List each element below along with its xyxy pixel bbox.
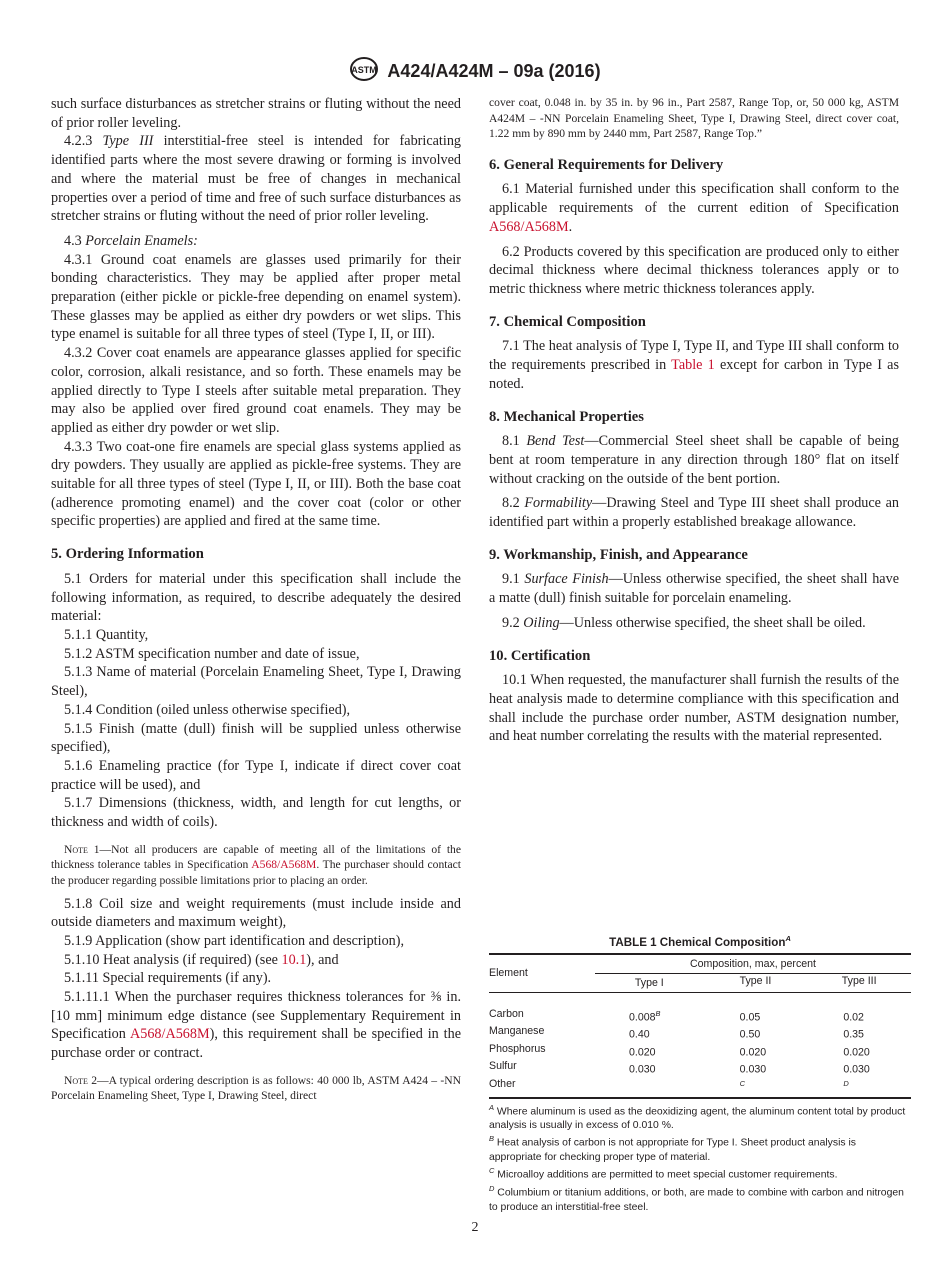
section-heading [489, 647, 899, 666]
footnote [489, 1101, 911, 1133]
paragraph [51, 951, 461, 970]
footnote-mark: B [655, 1008, 661, 1018]
footnote-mark: D [489, 1184, 495, 1194]
value-cell [807, 1059, 911, 1077]
italic-term: Formability [524, 495, 593, 512]
value: 0.020 [739, 1046, 767, 1059]
footnote-mark: C [489, 1166, 495, 1176]
value-cell [595, 1024, 704, 1042]
text-run: —Commercial Steel sheet shall be capable of being bent at room temperature in any direction through 180° flat on itself without cracking on the outside of the bent portion. [489, 433, 900, 487]
table-footnotes [489, 1097, 911, 1215]
paragraph [489, 432, 899, 488]
paragraph [489, 180, 899, 236]
page-number: 2 [471, 1220, 479, 1235]
paragraph [51, 895, 461, 932]
text-run: 6.1 Material furnished under this specification shall conform to the applicable requirements of the current edition of Specification [489, 181, 899, 217]
text-run: 5.1.8 Coil size and weight requirements (must include inside and outside diameters and maximum weight), [51, 895, 461, 931]
text-run: 5.1.11 Special requirements (if any). [64, 970, 272, 987]
paragraph [51, 988, 461, 1063]
text-run: 5.1.5 Finish (matte (dull) finish will be supplied unless otherwise specified), [51, 720, 461, 756]
paragraph [51, 969, 461, 988]
paragraph [489, 243, 899, 299]
text-run: 5.1.7 Dimensions (thickness, width, and length for cut lengths, or thickness and width of coils). [51, 795, 461, 831]
value: 0.05 [739, 1011, 761, 1024]
italic-term: Type III [102, 133, 154, 150]
text-run: 5.1.11.1 When the purchaser requires thickness tolerances for ⅜ in. [10 mm] minimum edge distance (see Supplementary Requirement in Specification [51, 989, 461, 1043]
text-run: 5.1.6 Enameling practice (for Type I, indicate if direct cover coat practice will be used), and [51, 757, 461, 793]
text-run: 5.1.3 Name of material (Porcelain Enameling Sheet, Type I, Drawing Steel), [51, 664, 461, 700]
value: 0.030 [739, 1063, 767, 1076]
text-run: ), this requirement shall be specified in the purchase order or contract. [51, 1026, 461, 1062]
italic-term: Bend Test [526, 433, 585, 450]
paragraph [51, 95, 461, 132]
value-cell [595, 1042, 704, 1060]
text-run: . The purchaser should contact the producer regarding possible limitations prior to placing an order. [51, 858, 461, 887]
text-run: 9. Workmanship, Finish, and Appearance [489, 546, 748, 563]
column-header: Type I [634, 976, 664, 989]
note [489, 95, 899, 142]
text-run: 4.3 [64, 232, 86, 249]
footnote [489, 1182, 911, 1214]
footnote-text: Heat analysis of carbon is not appropriate for Type I. Sheet product analysis is appropriate for checking proper type of material. [489, 1137, 856, 1163]
value: 0.020 [629, 1046, 656, 1059]
svg-text:ASTM: ASTM [351, 65, 378, 75]
text-run: 4.2.3 [64, 133, 103, 150]
text-run: interstitial-free steel is intended for fabricating identified parts where the most severe drawing or forming is involved and where the material must be free of changes in mechanical properties over a period of time and free of such surface disturbances as stretcher strains or fluting without the need of prior roller leveling. [51, 133, 462, 225]
paragraph [51, 663, 461, 700]
paragraph [51, 232, 461, 251]
paragraph [51, 251, 461, 345]
value: 0.020 [843, 1046, 870, 1059]
value: 0.02 [843, 1011, 864, 1024]
text-run: such surface disturbances as stretcher strains or fluting without the need of prior roller leveling. [51, 96, 461, 131]
reference-link[interactable]: A568/A568M [251, 858, 317, 872]
text-run: 9.2 [502, 614, 524, 631]
section-heading [51, 545, 461, 564]
right-column [489, 95, 899, 746]
value-cell [595, 1059, 704, 1077]
text-run: 1—Not all producers are capable of meeting all of the limitations of the thickness tolerance tables in Specification [51, 842, 461, 872]
text-run: —Unless otherwise specified, the sheet shall be oiled. [559, 614, 866, 631]
section-heading [489, 156, 899, 175]
text-run: —Drawing Steel and Type III sheet shall produce an identified part within a properly established breakage allowance. [489, 495, 900, 531]
table-row [489, 1007, 911, 1025]
note [51, 1073, 461, 1104]
reference-link[interactable]: 10.1 [281, 951, 307, 968]
table-chemical-composition [489, 932, 911, 1214]
paragraph [489, 671, 899, 746]
text-run: 5.1.2 ASTM specification number and date of issue, [64, 645, 360, 662]
value-cell [807, 1042, 911, 1060]
element-cell: Other [489, 1077, 516, 1090]
value-cell [704, 1059, 808, 1077]
text-run: 5.1.10 Heat analysis (if required) (see [64, 951, 282, 968]
paragraph [51, 132, 461, 226]
text-run: 4.3.1 Ground coat enamels are glasses used primarily for their bonding characteristics. They may be applied after proper metal preparation (either pickle or pickle-free depending on enamel system). These glasses may be applied as either dry powders or wet slips. This type enamel is suitable for all three types of steel (Type I, II, or III). [51, 251, 461, 343]
text-run: ), and [306, 951, 339, 968]
element-cell: Manganese [489, 1025, 545, 1038]
text-run: 5.1.9 Application (show part identification and description), [64, 932, 405, 949]
footnote-text: Where aluminum is used as the deoxidizing agent, the aluminum content total by product analysis is usually in excess of 0.010 %. [489, 1105, 906, 1131]
paragraph [51, 344, 461, 438]
paragraph [51, 794, 461, 831]
footnote-text: Columbium or titanium additions, or both, are made to combine with carbon and nitrogen to produce an interstitial-free steel. [489, 1187, 904, 1213]
text-run: 8.2 [502, 495, 525, 512]
paragraph [51, 645, 461, 664]
value-cell [704, 1077, 808, 1095]
paragraph [489, 337, 899, 393]
table-row [489, 1077, 911, 1095]
paragraph [51, 438, 461, 532]
text-run: 4.3.3 Two coat-one fire enamels are special glass systems applied as dry powders. They usually are applied as pickle-free systems. They are suitable for all three types of steel (Type I, II, or III). Both the base coat (adherence promoting enamel) and the cover coat (color or other specific properties) are applied and fired at the same time. [51, 438, 461, 530]
text-run: 10. Certification [489, 647, 591, 664]
footnote-mark: C [739, 1078, 746, 1088]
note-label: Note [64, 842, 88, 856]
page-header [0, 56, 950, 87]
text-run: —Unless otherwise specified, the sheet shall have a matte (dull) finish suitable for porcelain enameling. [489, 571, 899, 607]
paragraph [51, 757, 461, 794]
element-cell: Phosphorus [489, 1042, 546, 1055]
value-cell [704, 1024, 808, 1042]
text-run: . [568, 218, 573, 235]
value: 0.008 [629, 1011, 656, 1024]
footnote-text: Microalloy additions are permitted to meet special customer requirements. [494, 1169, 838, 1181]
element-cell: Carbon [489, 1007, 524, 1020]
text-run: 5. Ordering Information [51, 546, 204, 563]
element-cell: Sulfur [489, 1060, 517, 1073]
paragraph [489, 570, 899, 607]
note-label: Note [64, 1073, 88, 1087]
text-run: 8.1 [502, 433, 527, 450]
value-cell [704, 1042, 808, 1060]
value-cell [807, 1077, 911, 1095]
text-run: 5.1.1 Quantity, [64, 626, 149, 643]
italic-term: Oiling [523, 614, 560, 631]
value: 0.030 [629, 1063, 656, 1076]
text-run: 5.1 Orders for material under this specification shall include the following information, as required, to describe adequately the desired material: [51, 570, 461, 625]
text-run: 9.1 [502, 571, 525, 588]
section-heading [489, 408, 899, 427]
element-header: Element [489, 967, 528, 980]
footnote-mark: B [489, 1134, 495, 1144]
text-run: 6.2 Products covered by this specification are produced only to either decimal thickness where decimal thickness tolerances apply or to metric thickness where metric thickness tolerances apply. [489, 243, 899, 297]
left-column [51, 95, 461, 1110]
note [51, 842, 461, 889]
value-cell [595, 1077, 704, 1095]
value: 0.35 [843, 1028, 864, 1041]
paragraph [51, 570, 461, 626]
text-run: 2—A typical ordering description is as follows: 40 000 lb, ASTM A424 – -NN Porcelain Enameling Sheet, Type I, Drawing Steel, direct [51, 1073, 461, 1103]
value: 0.030 [843, 1063, 870, 1076]
paragraph [489, 614, 899, 633]
value: 0.50 [739, 1028, 761, 1041]
table-row [489, 1024, 911, 1042]
reference-link[interactable]: A568/A568M [489, 218, 569, 235]
text-run: except for carbon in Type I as noted. [489, 357, 899, 392]
text-run: 10.1 When requested, the manufacturer shall furnish the results of the heat analysis made to determine compliance with this specification and shall include the purchase order number, ASTM designation number, and heat number correlating the results with the material represented. [489, 672, 899, 745]
text-run: 7. Chemical Composition [489, 313, 646, 330]
text-run: 6. General Requirements for Delivery [489, 156, 724, 173]
reference-link[interactable]: A568/A568M [129, 1026, 210, 1043]
value-cell [807, 1024, 911, 1042]
footnote-mark: A [489, 1102, 495, 1112]
text-run: 7.1 The heat analysis of Type I, Type II, and Type III shall conform to the requirements prescribed in [489, 338, 899, 374]
text-run: 8. Mechanical Properties [489, 408, 644, 425]
paragraph [51, 701, 461, 720]
column-header: Type III [841, 974, 877, 987]
paragraph [51, 932, 461, 951]
section-heading [489, 546, 899, 565]
table-row [489, 1042, 911, 1060]
paragraph [51, 626, 461, 645]
table-caption: TABLE 1 Chemical Composition$^A$ [609, 934, 791, 949]
document-title: A424/A424M – 09a (2016) [387, 61, 601, 81]
value-cell [704, 1007, 808, 1025]
value: 0.40 [629, 1028, 650, 1041]
footnote [489, 1132, 911, 1164]
value-cell [595, 1007, 704, 1025]
italic-term: Surface Finish [524, 571, 609, 588]
italic-term: Porcelain Enamels: [85, 232, 198, 249]
astm-logo-icon [349, 56, 379, 87]
text-run: 5.1.4 Condition (oiled unless otherwise specified), [64, 701, 351, 718]
group-header: Composition, max, percent [595, 954, 911, 974]
paragraph [51, 720, 461, 757]
reference-link[interactable]: Table 1 [671, 357, 715, 374]
column-header: Type II [739, 974, 772, 987]
section-heading [489, 313, 899, 332]
text-run: 4.3.2 Cover coat enamels are appearance glasses applied for specific color, corrosion, alkali resistance, and so forth. These enamels may be applied directly to Type I steels after suitable metal preparation. They may also be applied over fired ground coat enamels. They may be applied as either dry powder or wet slip. [51, 345, 461, 436]
paragraph [489, 494, 899, 531]
value-cell [807, 1007, 911, 1025]
text-run: cover coat, 0.048 in. by 35 in. by 96 in., Part 2587, Range Top, or, 50 000 kg, ASTM A424M – -NN Porcelain Enameling Sheet, Type I, Drawing Steel, direct cover coat, 1.22 mm by 890 mm by 2440 mm, Part 2587, Range Top.” [489, 96, 899, 141]
footnote [489, 1164, 911, 1182]
table-row [489, 1059, 911, 1077]
footnote-mark: D [843, 1078, 849, 1088]
